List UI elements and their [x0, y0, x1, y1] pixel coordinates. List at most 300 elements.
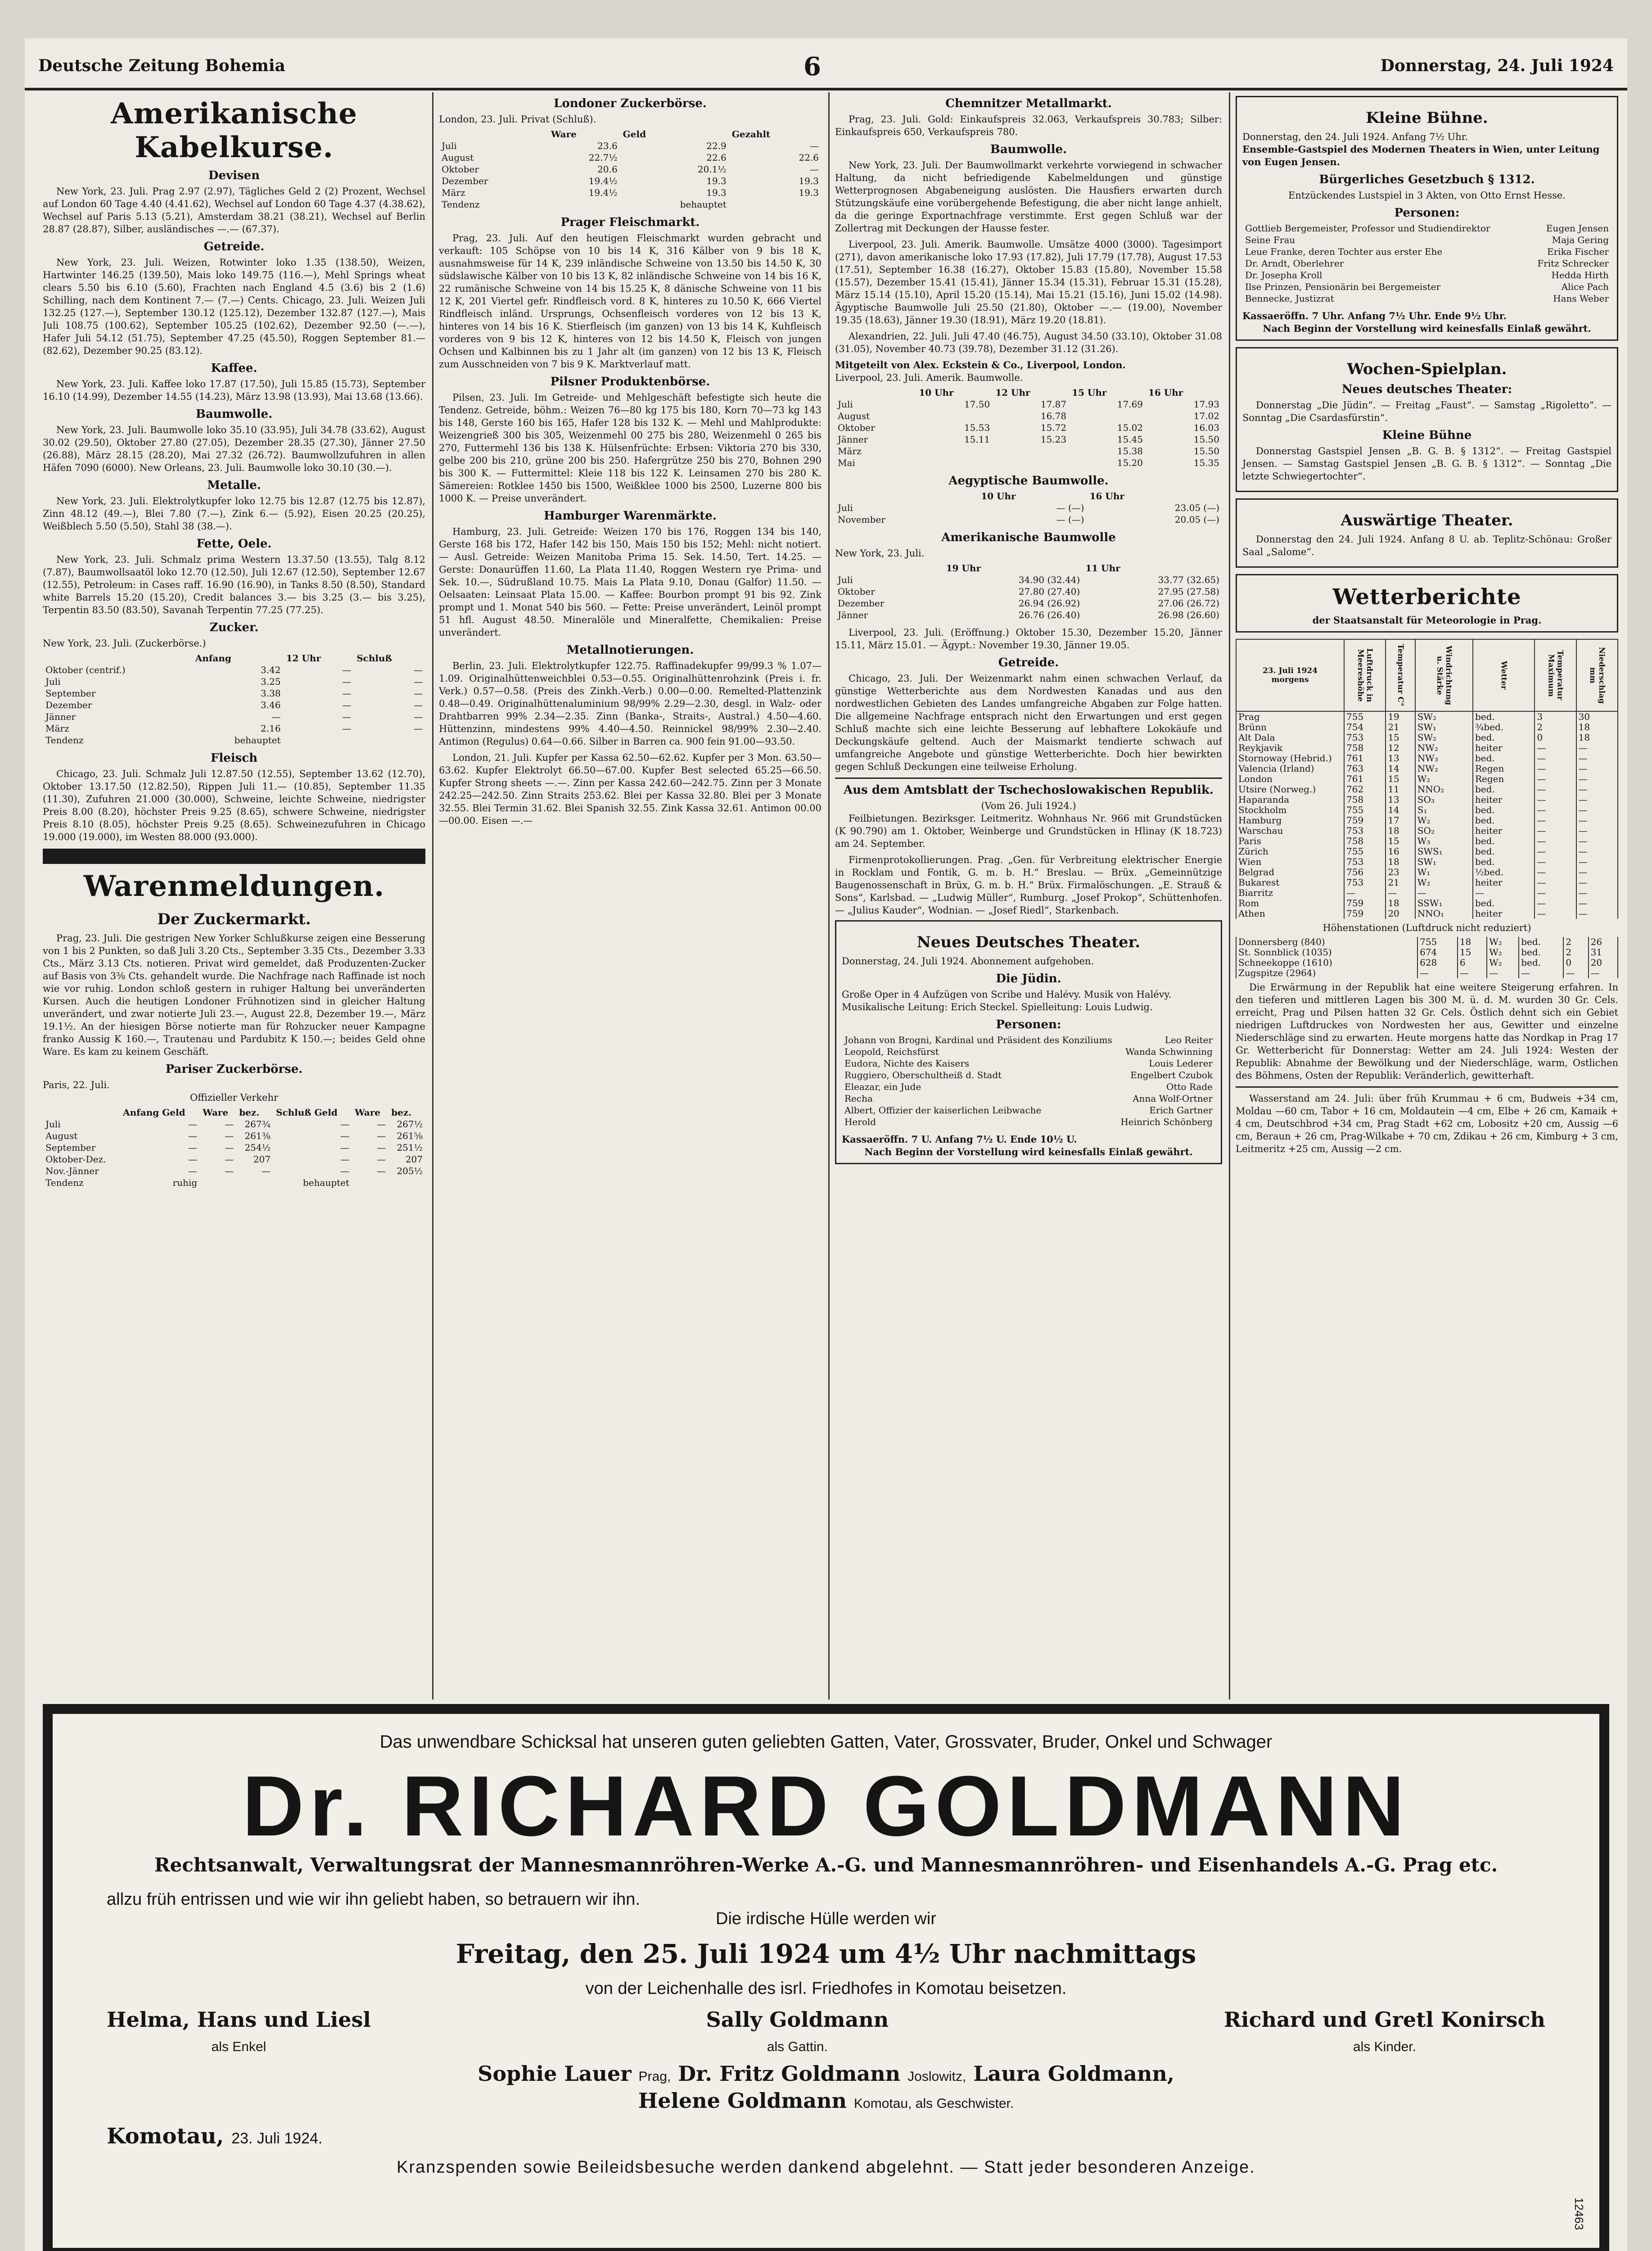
- zucker-subline: New York, 23. Juli. (Zuckerbörse.): [43, 638, 206, 649]
- table-cell: Dezember: [838, 598, 885, 609]
- table-cell: [916, 445, 993, 457]
- spielplan-text: Donnerstag „Die Jüdin“. — Freitag „Faust“. — Samstag „Rigoletto“. — Sonntag „Die Csardasfürstin“.: [1242, 400, 1611, 423]
- table-cell: —: [1535, 846, 1576, 857]
- cast-table-body: [842, 1034, 1215, 1128]
- table-cell: —: [1576, 753, 1618, 764]
- table-cell: —: [188, 1142, 198, 1153]
- table-cell: 23: [1386, 867, 1415, 877]
- table-row: [835, 609, 1222, 621]
- table-cell: [993, 457, 1069, 469]
- getreide-text: New York, 23. Juli. Weizen, Rotwinter loko 1.35 (138.50), Weizen, Hartwinter 146.25 (139.50), Mais loko 149.75 (116.—), Mehl Springs wheat clears 5.50 bis 6.10 (5.60), Frachten nach England 4.5 (3.6) bis 2 (1.6) Schilling, nach dem Kontinent 7.— (7.—) Cents. Chicago, 23. Juli. Weizen Juli 132.25 (127.—), September 130.12 (125.12), Dezember 132.87 (127.—), Mais Juli 108.75 (100.62), September 105.25 (102.62), Dezember 92.50 (—.—), Hafer Juli 54.12 (51.75), September 47.25 (45.50), Roggen September 81.— (82.62), Dezember 90.25 (83.12).: [43, 257, 425, 356]
- table-cell: —: [414, 723, 423, 734]
- amtsblatt-heading: Aus dem Amtsblatt der Tschechoslowakischen Republik.: [844, 783, 1214, 797]
- table-cell: August: [45, 1130, 78, 1141]
- table-cell: —: [340, 1166, 350, 1176]
- table-cell: Rom: [1236, 898, 1344, 909]
- table-cell: —: [342, 711, 352, 722]
- table-cell: —: [225, 1119, 234, 1130]
- devisen-text: New York, 23. Juli. Prag 2.97 (2.97), Tägliches Geld 2 (2) Prozent, Wechsel auf London 60 Tage 4.40 (4.41.62), Wechsel auf London 60 Tage 4.37 (4.38.62), Wechsel auf Paris 5.13 (5.21), Amsterdam 38.21 (38.21), Wechsel auf Berlin 28.87 (28.87), Silber, ausländisches —.— (67.37).: [43, 186, 425, 235]
- table-cell: — (—): [1056, 502, 1084, 513]
- table-row: [43, 664, 425, 676]
- table-cell: W₂: [1415, 877, 1473, 888]
- table-cell: 11: [1386, 784, 1415, 795]
- table-cell: [1069, 410, 1146, 422]
- table-cell: —: [1415, 888, 1473, 898]
- table-cell: St. Sonnblick (1035): [1236, 947, 1417, 958]
- family-place: Prag,: [638, 2069, 671, 2084]
- table-cell: 15.20: [1117, 457, 1143, 468]
- table-row: [1236, 764, 1618, 774]
- zuckermarkt-text: Prag, 23. Juli. Die gestrigen New Yorker Schlußkurse zeigen eine Besserung von 1 bis 2 Punkten, so daß Juli 3.20 Cts., September 3.35 Cts., Dezember 3.33 Cts., März 3.13 Cts. notieren. Privat wird gemeldet, daß Produzenten-Zucker auf Basis von 3⅜ Cts. gehandelt wurde. Die Nachfrage nach Raffinade ist noch wie vor ruhig. London schloß gestern in ruhiger Haltung bei unveränderten Kursen. Auch die heutigen Londoner Frühnotizen sind in gleicher Haltung unverändert, und zwar notierte Juli 23.—, August 22.8, Dezember 19.—, März 19.1½. An der hiesigen Börse notierte man für Rohzucker neuer Kampagne franko Aussig K 160.—, Trautenau und Pardubitz K 150.—; beides Geld ohne Ware. Es kam zu keinem Geschäft.: [43, 933, 425, 1057]
- table-cell: 3.25: [261, 676, 281, 687]
- table-cell: Seine Frau: [1245, 235, 1295, 245]
- table-row: [835, 434, 1222, 445]
- table-cell: 758: [1344, 795, 1386, 805]
- zuckermarkt-heading: Der Zuckermarkt.: [157, 910, 311, 928]
- weather-table: [1236, 639, 1618, 919]
- table-cell: —: [1535, 877, 1576, 888]
- table-row: [842, 1093, 1215, 1104]
- table-row: [835, 410, 1222, 422]
- table-cell: August: [838, 411, 870, 421]
- spielplan-box: [1236, 347, 1618, 492]
- table-row: [842, 1069, 1215, 1081]
- table-cell: NW₃: [1415, 753, 1473, 764]
- table-cell: 15: [1386, 836, 1415, 846]
- table-cell: —: [1576, 743, 1618, 753]
- table-header: [43, 1107, 120, 1118]
- table-cell: SW₂: [1415, 711, 1473, 722]
- table-cell: Haparanda: [1236, 795, 1344, 805]
- table-cell: —: [342, 723, 352, 734]
- table-cell: bed.: [1519, 947, 1563, 958]
- table-cell: Regen: [1473, 764, 1535, 774]
- table-cell: Eugen Jensen: [1546, 223, 1609, 234]
- table-cell: 15.50: [1193, 434, 1219, 445]
- table-cell: 20: [1386, 909, 1415, 919]
- family-place: Joslowitz,: [907, 2069, 966, 2084]
- amerikanische-table-body: [835, 574, 1222, 621]
- obituary-role: Rechtsanwalt, Verwaltungsrat der Mannesmannröhren-Werke A.-G. und Mannesmannröhren- und Eisenhandels A.-G. Prag etc.: [154, 1854, 1498, 1876]
- table-row: [1242, 234, 1611, 246]
- table-cell: —: [1535, 898, 1576, 909]
- table-row: [835, 445, 1222, 457]
- column-3: [835, 92, 1222, 1700]
- table-cell: bed.: [1473, 898, 1535, 909]
- table-cell: —: [1576, 857, 1618, 867]
- obituary-line-1: allzu früh entrissen und wie wir ihn geliebt haben, so betrauern wir ihn.: [107, 1890, 640, 1909]
- table-cell: 762: [1344, 784, 1386, 795]
- table-cell: behauptet: [303, 1177, 350, 1188]
- table-cell: SSW₁: [1415, 898, 1473, 909]
- table-row: [835, 586, 1222, 597]
- table-cell: 34.90 (32.44): [1018, 574, 1080, 585]
- table-cell: heiter: [1473, 909, 1535, 919]
- table-cell: 207: [253, 1154, 271, 1165]
- table-cell: —: [414, 676, 423, 687]
- table-cell: —: [1535, 888, 1576, 898]
- table-cell: SW₁: [1415, 722, 1473, 732]
- table-cell: Herold: [844, 1116, 876, 1127]
- table-cell: Ruggiero, Oberschultheiß d. Stadt: [844, 1070, 1002, 1080]
- table-cell: Athen: [1236, 909, 1344, 919]
- table-cell: bed.: [1519, 958, 1563, 968]
- table-cell: —: [1417, 968, 1458, 978]
- table-cell: Wien: [1236, 857, 1344, 867]
- table-cell: 13: [1386, 753, 1415, 764]
- table-cell: bed.: [1473, 857, 1535, 867]
- table-row: [835, 457, 1222, 469]
- amerikanische-heading: Amerikanische Baumwolle: [941, 531, 1116, 544]
- table-cell: Ilse Prinzen, Pensionärin bei Bergemeister: [1245, 281, 1441, 292]
- table-cell: 20.1½: [697, 164, 727, 175]
- table-row: [439, 187, 821, 199]
- table-cell: 20.05 (—): [1174, 514, 1219, 525]
- table-cell: [200, 1177, 236, 1189]
- table-cell: bed.: [1473, 711, 1535, 722]
- theater-play-title: Die Jüdin.: [996, 972, 1061, 985]
- table-cell: 6: [1458, 958, 1487, 968]
- obituary-closing: Kranzspenden sowie Beileidsbesuche werden dankend abgelehnt. — Statt jeder besonderen Anzeige.: [397, 2158, 1255, 2177]
- column-2: [439, 92, 821, 1700]
- baumwolle-text: New York, 23. Juli. Der Baumwollmarkt verkehrte vorwiegend in schwacher Haltung, da nicht befriedigende Kabelmeldungen und günstige Wetterprognosen Abgabeneigung auslösten. Die Hausfiers erwarten durch Stützungskäufe eine vorübergehende Befestigung, die aber nicht lange anhielt, da die geringe Exportnachfrage verstimmte. Erst gegen Schluß war der Zollertrag mit Deckungen der Hausse fester.: [835, 160, 1222, 234]
- table-cell: —: [188, 1154, 198, 1165]
- table-cell: 16.03: [1193, 422, 1219, 433]
- table-cell: — (—): [1056, 514, 1084, 525]
- personen-heading: Personen:: [996, 1018, 1061, 1031]
- fette-heading: Fette, Oele.: [196, 537, 272, 551]
- table-cell: 27.06 (26.72): [1158, 598, 1219, 609]
- table-cell: —: [377, 1154, 386, 1165]
- table-cell: Jänner: [838, 434, 868, 445]
- table-cell: bed.: [1519, 937, 1563, 947]
- table-cell: 12: [1386, 743, 1415, 753]
- kleine-buehne-play-title: Bürgerliches Gesetzbuch § 1312.: [1319, 173, 1535, 186]
- table-header: 15 Uhr: [1072, 387, 1107, 398]
- table-cell: 761: [1344, 774, 1386, 784]
- table-row: [439, 163, 821, 175]
- table-cell: —: [188, 1119, 198, 1130]
- obituary-frame: [43, 1704, 1609, 2251]
- table-cell: —: [340, 1130, 350, 1141]
- hamburger-heading: Hamburger Warenmärkte.: [544, 509, 717, 523]
- london-line: London, 23. Juli. Privat (Schluß).: [439, 114, 596, 125]
- table-cell: —: [1473, 888, 1535, 898]
- family-relation: als Kinder.: [1353, 2039, 1416, 2054]
- table-cell: NNO₂: [1415, 784, 1473, 795]
- paris-table-body: [43, 1118, 425, 1189]
- table-header: [439, 128, 548, 140]
- table-cell: Erich Gartner: [1149, 1105, 1213, 1116]
- obituary-notice: [53, 1714, 1599, 2248]
- table-cell: Oktober: [838, 586, 875, 597]
- table-row: [1236, 815, 1618, 826]
- metalle-heading: Metalle.: [207, 479, 261, 492]
- table-cell: November: [838, 514, 885, 525]
- hoehen-table-body: [1236, 937, 1618, 978]
- table-cell: 0: [1535, 732, 1576, 743]
- obituary-date: 23. Juli 1924.: [231, 2130, 323, 2147]
- table-cell: 18: [1386, 898, 1415, 909]
- table-header: Ware: [203, 1107, 229, 1118]
- table-row: [43, 687, 425, 699]
- table-cell: —: [188, 1166, 198, 1176]
- table-cell: Leue Franke, deren Tochter aus erster Ehe: [1245, 246, 1443, 257]
- table-row: [1236, 846, 1618, 857]
- table-cell: 27.95 (27.58): [1158, 586, 1219, 597]
- spielplan-heading: Wochen-Spielplan.: [1347, 360, 1507, 378]
- table-row: [1236, 909, 1618, 919]
- table-cell: behauptet: [680, 199, 727, 210]
- aegyptische-heading: Aegyptische Baumwolle.: [948, 474, 1109, 488]
- table-cell: Jänner: [45, 711, 76, 722]
- table-header: Niederschlag mm: [1576, 639, 1618, 711]
- table-row: [1236, 867, 1618, 877]
- divider: [1236, 1086, 1618, 1088]
- table-row: [842, 1046, 1215, 1058]
- table-cell: 15.50: [1193, 446, 1219, 457]
- table-cell: Juli: [838, 502, 853, 513]
- table-cell: —: [1576, 805, 1618, 815]
- table-cell: ruhig: [172, 1177, 198, 1188]
- table-header: Schluß: [357, 653, 392, 664]
- table-row: [835, 422, 1222, 434]
- table-cell: Regen: [1473, 774, 1535, 784]
- table-row: [43, 1177, 425, 1189]
- table-cell: —: [342, 688, 352, 699]
- table-cell: [388, 1177, 425, 1189]
- table-row: [835, 502, 1222, 514]
- column-rule: [1229, 92, 1230, 1700]
- table-cell: Dezember: [442, 176, 488, 186]
- table-header: Wetter: [1473, 639, 1535, 711]
- table-row: [43, 699, 425, 711]
- metalle-text: New York, 23. Juli. Elektrolytkupfer loko 12.75 bis 12.87 (12.75 bis 12.87), Zinn 48.12 (49.—), Blei 7.80 (7.—), Zink 6.— (5.92), Eisen 20.25 (20.25), Weißblech 5.50 (5.50), Stahl 38 (38.—).: [43, 496, 425, 532]
- table-cell: 3.46: [261, 700, 281, 710]
- table-cell: London: [1236, 774, 1344, 784]
- divider: [835, 777, 1222, 779]
- column-rule: [828, 92, 830, 1700]
- table-cell: Oktober: [442, 164, 479, 175]
- table-cell: Dr. Josepha Kroll: [1245, 270, 1323, 280]
- getreide-text: Chicago, 23. Juli. Der Weizenmarkt nahm einen schwachen Verlauf, da günstige Wetterberichte aus dem Nordwesten Kanadas und aus den nordwestlichen Gebieten des Landes umfangreiche Abgaben zur Folge hatten. Die allgemeine Nachfrage entsprach nicht den Erwartungen und erst gegen Schluß machte sich eine leichte Besserung auf lebhaftere Lokokäufe und Deckungskäufe geltend. Auch der Maismarkt tendierte schwach auf umfangreiche Angebote und günstige Wetterberichte. Doch hier bewirkten gegen Schluß Deckungen eine teilweise Erholung.: [835, 673, 1222, 772]
- table-cell: 261⅝: [397, 1130, 423, 1141]
- theater-box: [835, 920, 1222, 1164]
- table-row: [1236, 958, 1618, 968]
- family-names: Dr. Fritz Goldmann: [678, 2061, 901, 2086]
- paris-caption: Offizieller Verkehr: [190, 1092, 279, 1103]
- table-cell: —: [1576, 888, 1618, 898]
- mitgeteilt-line: Mitgeteilt von Alex. Eckstein & Co., Liverpool, London.: [835, 359, 1126, 371]
- wetter-subheading: der Staatsanstalt für Meteorologie in Prag.: [1312, 615, 1542, 626]
- table-cell: bed.: [1473, 784, 1535, 795]
- table-cell: 15.02: [1117, 422, 1143, 433]
- table-cell: —: [188, 1130, 198, 1141]
- table-row: [835, 398, 1222, 410]
- table-cell: 0: [1563, 958, 1588, 968]
- auswaertige-text: Donnerstag den 24. Juli 1924. Anfang 8 U. ab. Teplitz-Schönau: Großer Saal „Salome“.: [1242, 534, 1611, 557]
- table-cell: Alice Pach: [1561, 281, 1609, 292]
- warenmeldungen-title: Warenmeldungen.: [83, 869, 385, 903]
- table-cell: —: [342, 676, 352, 687]
- table-cell: 15.35: [1193, 457, 1219, 468]
- table-cell: —: [1535, 867, 1576, 877]
- table-cell: bed.: [1473, 753, 1535, 764]
- table-cell: —: [1576, 815, 1618, 826]
- table-row: [43, 734, 425, 746]
- table-row: [1236, 795, 1618, 805]
- table-cell: ¾bed.: [1473, 722, 1535, 732]
- family-relation: Komotau, als Geschwister.: [854, 2096, 1014, 2111]
- kaffee-text: New York, 23. Juli. Kaffee loko 17.87 (17.50), Juli 15.85 (15.73), September 16.10 (14.99), Dezember 14.55 (14.23), März 13.98 (13.93), Mai 13.68 (13.66).: [43, 379, 425, 402]
- table-cell: 261⅜: [244, 1130, 271, 1141]
- table-cell: 33.77 (32.65): [1158, 574, 1219, 585]
- table-cell: 30: [1576, 711, 1618, 722]
- table-cell: —: [262, 1166, 271, 1176]
- table-cell: Bukarest: [1236, 877, 1344, 888]
- table-cell: —: [1535, 826, 1576, 836]
- table-row: [1236, 947, 1618, 958]
- alexandrien-text: Alexandrien, 22. Juli. Juli 47.40 (46.75), August 34.50 (33.10), Oktober 31.08 (31.05), November 40.73 (39.78), Dezember 31.12 (31.26).: [835, 331, 1222, 354]
- liverpool-line: Liverpool, 23. Juli. Amerik. Baumwolle.: [835, 372, 1023, 383]
- fette-text: New York, 23. Juli. Schmalz prima Western 13.37.50 (13.55), Talg 8.12 (7.87), Baumwollsaatöl loko 12.70 (12.50), Juli 12.67 (12.50), September 12.67 (12.55), Petroleum: in Cases raff. 16.90 (16.90), in Tanks 8.50 (8.50), Standard white Barrels 15.20 (15.20), Credit balances 3.— bis 3.25 (3.— bis 3.25), Terpentin 83.50 (83.50), Savanah Terpentin 77.25 (77.25).: [43, 554, 425, 615]
- header-date: Donnerstag, 24. Juli 1924: [1380, 56, 1614, 75]
- table-cell: Oktober: [838, 422, 875, 433]
- table-header: [43, 652, 193, 664]
- table-row: [439, 175, 821, 187]
- table-cell: Louis Lederer: [1149, 1058, 1213, 1069]
- table-header: 12 Uhr: [286, 653, 321, 664]
- table-cell: Stornoway (Hebrid.): [1236, 753, 1344, 764]
- obituary-funeral-date: Freitag, den 25. Juli 1924 um 4½ Uhr nachmittags: [456, 1939, 1196, 1969]
- table-cell: Prag: [1236, 711, 1344, 722]
- paris-line: Paris, 22. Juli.: [43, 1080, 110, 1090]
- table-cell: 26.76 (26.40): [1018, 610, 1080, 620]
- devisen-heading: Devisen: [208, 169, 260, 182]
- table-cell: —: [1458, 968, 1487, 978]
- table-cell: bed.: [1473, 815, 1535, 826]
- table-cell: 17.93: [1193, 399, 1219, 410]
- table-cell: 26.94 (26.92): [1018, 598, 1080, 609]
- table-cell: September: [45, 1142, 96, 1153]
- table-cell: —: [1535, 764, 1576, 774]
- table-cell: 254½: [244, 1142, 271, 1153]
- table-cell: Maja Gering: [1552, 235, 1609, 245]
- kleine-buehne-description: Entzückendes Lustspiel in 3 Akten, von Otto Ernst Hesse.: [1288, 190, 1566, 201]
- table-cell: Alt Dala: [1236, 732, 1344, 743]
- baumwolle-text: New York, 23. Juli. Baumwolle loko 35.10 (33.95), Juli 34.78 (33.62), August 30.02 (29.50), Oktober 27.80 (27.05), Dezember 28.35 (27.30), Jänner 27.50 (26.88), März 28.15 (28.20), Mai 27.32 (26.72). Baumwollzufuhren in allen Häfen 7090 (6000). New Orleans, 23. Juli. Baumwolle loko 30.10 (30.—).: [43, 425, 425, 473]
- table-cell: 15.53: [964, 422, 990, 433]
- table-cell: 759: [1344, 815, 1386, 826]
- table-cell: Wanda Schwinning: [1125, 1046, 1213, 1057]
- weather-date-header: [1236, 639, 1344, 711]
- table-row: [1236, 937, 1618, 947]
- table-row: [842, 1116, 1215, 1128]
- table-cell: 18: [1458, 937, 1487, 947]
- kleine-buehne-notice: Nach Beginn der Vorstellung wird keinesfalls Einlaß gewährt.: [1263, 323, 1591, 334]
- table-cell: —: [1386, 888, 1415, 898]
- table-row: [1236, 805, 1618, 815]
- table-cell: 15.72: [1040, 422, 1067, 433]
- table-cell: —: [225, 1142, 234, 1153]
- table-cell: Leo Reiter: [1165, 1035, 1213, 1045]
- theater-description: Große Oper in 4 Aufzügen von Scribe und Halévy. Musik von Halévy. Musikalische Leitung: Erich Steckel. Spielleitung: Louis Ludwig.: [842, 989, 1172, 1012]
- table-cell: 758: [1344, 836, 1386, 846]
- table-cell: Paris: [1236, 836, 1344, 846]
- table-cell: —: [1519, 968, 1563, 978]
- table-row: [439, 199, 821, 210]
- table-cell: —: [342, 700, 352, 710]
- table-cell: 14: [1386, 764, 1415, 774]
- table-cell: 31: [1589, 947, 1618, 958]
- table-cell: Juli: [838, 574, 853, 585]
- liverpool-opening-text: Liverpool, 23. Juli. (Eröffnung.) Oktober 15.30, Dezember 15.20, Jänner 15.11, März 15.01. — Ägypt.: November 19.30, Jänner 19.05.: [835, 627, 1222, 651]
- table-header: [835, 562, 943, 574]
- baumwolle-heading: Baumwolle.: [990, 143, 1067, 156]
- table-row: [1242, 246, 1611, 258]
- table-row: [1236, 888, 1618, 898]
- cast-table-body: [1242, 222, 1611, 304]
- table-cell: Bennecke, Justizrat: [1245, 293, 1334, 304]
- table-header: 11 Uhr: [1085, 563, 1120, 574]
- table-cell: —: [810, 140, 819, 151]
- table-cell: —: [225, 1166, 234, 1176]
- table-cell: 13: [1386, 795, 1415, 805]
- liverpool-table-body: [835, 398, 1222, 469]
- table-row: [1236, 857, 1618, 867]
- table-row: [835, 574, 1222, 586]
- liverpool-table: [835, 387, 1222, 469]
- table-row: [43, 1165, 425, 1177]
- table-cell: NW₂: [1415, 764, 1473, 774]
- table-row: [1242, 281, 1611, 293]
- table-cell: 756: [1344, 867, 1386, 877]
- kaffee-heading: Kaffee.: [211, 362, 257, 375]
- fleisch-text: Chicago, 23. Juli. Schmalz Juli 12.87.50 (12.55), September 13.62 (12.70), Oktober 13.17.50 (12.82.50), Rippen Juli 11.— (10.85), September 11.35 (11.30), Zufuhren 21.000 (30.000), Schweine, leichte Schweine, niedrigster Preis 8.00 (8.20), höchster Preis 9.25 (8.65), schwere Schweine, niedrigster Preis 8.10 (8.05), höchster Preis 9.25 (8.65). Schweinezufuhren in Chicago 19.000 (19.000), im Westen 88.000 (93.000).: [43, 768, 425, 842]
- table-cell: Tendenz: [442, 199, 480, 210]
- table-cell: [916, 410, 993, 422]
- family-names: Helma, Hans und Liesl: [107, 2007, 371, 2032]
- wetter-box: [1236, 574, 1618, 633]
- table-cell: Eleazar, ein Jude: [844, 1081, 921, 1092]
- table-cell: Tendenz: [45, 1177, 84, 1188]
- table-cell: 15.45: [1117, 434, 1143, 445]
- table-cell: 17.69: [1117, 399, 1143, 410]
- family-names: Richard und Gretl Konirsch: [1223, 2007, 1545, 2032]
- table-cell: bed.: [1473, 805, 1535, 815]
- table-cell: 22.9: [706, 140, 727, 151]
- table-cell: Mai: [838, 457, 855, 468]
- table-cell: 16.78: [1040, 411, 1067, 421]
- prager-fleischmarkt-text: Prag, 23. Juli. Auf den heutigen Fleischmarkt wurden gebracht und verkauft: 105 Schöpse von 10 bis 14 K, 316 Kälber von 9 bis 18 K, ausnahmsweise für 14 K, 239 inländische Schweine von 13.50 bis 14.50 K, 30 südslawische Kälber von 10 bis 13 K, 82 inländische Schweine von 14 bis 16 K, 22 rumänische Schweine von 14 bis 15.25 K, 8 dänische Schweine von 11 bis 12 K, 201 Viertel gefr. Rindfleisch vord. 8 K, hinteres zu 10.50 K, 666 Viertel Rindfleisch inländ. Ursprungs, Ochsenfleisch vorderes von 12 bis 13 K, hinteres von 14 bis 16 K. Stierfleisch (im ganzen) von 13 bis 14 K, Kuhfleisch vorderes von 9 bis 12 K, hinteres von 12 bis 14.50 K, Fleisch von jungen Ochsen und Kalbinnen bis zu 1 Jahr alt (im ganzen) von 12 bis 13 K, Fleisch zum Ausschneiden von 7 bis 9 K. Marktverlauf matt.: [439, 233, 821, 370]
- table-cell: —: [225, 1154, 234, 1165]
- table-header: Ware: [355, 1107, 381, 1118]
- table-cell: 755: [1344, 846, 1386, 857]
- baumwolle-heading: Baumwolle.: [195, 407, 273, 421]
- obituary-name: Dr. RICHARD GOLDMANN: [242, 1758, 1410, 1854]
- auswaertige-heading: Auswärtige Theater.: [1341, 511, 1513, 529]
- table-cell: Oktober (centrif.): [45, 664, 126, 675]
- table-row: [1236, 836, 1618, 846]
- wetter-text: Die Erwärmung in der Republik hat eine weitere Steigerung erfahren. In den tieferen und mittleren Lagen bis 300 M. ü. d. M. wurden 30 Gr. Cels. erreicht, Prag und Pilsen hatten 32 Gr. Cels. Östlich dehnt sich ein Gebiet niedrigen Luftdruckes von Nordwesten her aus, Gewitter und einzelne Niederschläge sind zu erwarten. Heute morgens hatte das Nordkap in Prag 17 Gr. Wetterbericht für Donnerstag: Wetter am 24. Juli 1924: Westen der Republik: Abnahme der Bewölkung und der Niederschläge, warm, Ostlichen des Böhmens, Osten der Republik: Veränderlich, gewitterhaft.: [1236, 982, 1618, 1081]
- table-cell: Warschau: [1236, 826, 1344, 836]
- aegyptische-table: [835, 490, 1222, 525]
- table-cell: 18: [1386, 826, 1415, 836]
- kleine-buehne-heading: Kleine Bühne.: [1366, 109, 1488, 127]
- obituary-line-2: Die irdische Hülle werden wir: [716, 1909, 936, 1928]
- table-cell: Juli: [45, 676, 61, 687]
- table-cell: —: [1576, 795, 1618, 805]
